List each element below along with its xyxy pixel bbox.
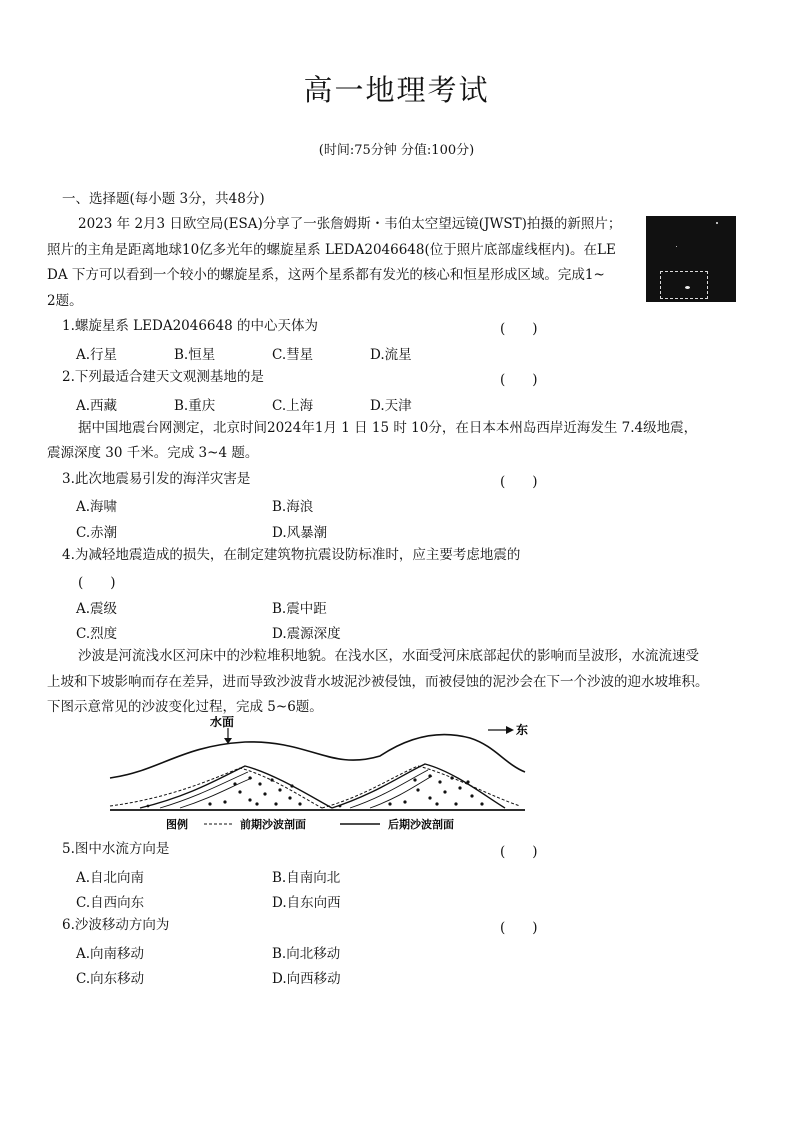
q2-option-c[interactable]: C.上海 bbox=[272, 398, 314, 414]
sand-wave-diagram bbox=[100, 716, 540, 836]
passage3-line1: 沙波是河流浅水区河床中的沙粒堆积地貌。在浅水区，水面受河床底部起伏的影响而呈波形，水流流速受 bbox=[78, 648, 699, 664]
galaxy-photo bbox=[646, 216, 736, 302]
q3-option-d[interactable]: D.风暴潮 bbox=[272, 525, 328, 541]
passage3-line2: 上坡和下坡影响而存在差异，进而导致沙波背水坡泥沙被侵蚀，而被侵蚀的泥沙会在下一个沙波的迎水坡堆积。 bbox=[47, 674, 709, 690]
strata-line bbox=[350, 770, 428, 808]
legend-earlier: 前期沙波剖面 bbox=[240, 818, 306, 831]
q3-option-c[interactable]: C.赤潮 bbox=[76, 525, 118, 541]
galaxy-dot bbox=[685, 286, 690, 289]
q2-option-b[interactable]: B.重庆 bbox=[174, 398, 216, 414]
passage2-line2: 震源深度 30 千米。完成 3~4 题。 bbox=[47, 445, 259, 461]
q1-option-a[interactable]: A.行星 bbox=[76, 347, 118, 363]
q5-option-a[interactable]: A.自北向南 bbox=[76, 870, 145, 886]
answer-blank-5[interactable]: ( ) bbox=[500, 844, 538, 860]
q4-option-b[interactable]: B.震中距 bbox=[272, 601, 327, 617]
exam-info: (时间:75分钟 分值:100分) bbox=[318, 143, 475, 158]
question-5: 5.图中水流方向是 bbox=[62, 841, 170, 857]
question-3: 3.此次地震易引发的海洋灾害是 bbox=[62, 471, 251, 487]
q6-option-b[interactable]: B.向北移动 bbox=[272, 946, 341, 962]
water-surface-line bbox=[110, 735, 525, 778]
strata-line bbox=[370, 776, 432, 808]
dashed-frame bbox=[660, 271, 708, 299]
star-dot bbox=[676, 246, 677, 247]
east-label: 东 bbox=[516, 723, 529, 737]
legend-later: 后期沙波剖面 bbox=[388, 818, 454, 831]
q2-option-a[interactable]: A.西藏 bbox=[76, 398, 118, 414]
passage3-line3: 下图示意常见的沙波变化过程，完成 5~6题。 bbox=[47, 699, 323, 715]
q6-option-c[interactable]: C.向东移动 bbox=[76, 971, 145, 987]
later-wave-2 bbox=[332, 764, 505, 808]
star-dot bbox=[716, 222, 718, 224]
q3-option-a[interactable]: A.海啸 bbox=[76, 499, 118, 515]
question-4: 4.为减轻地震造成的损失，在制定建筑物抗震设防标准时，应主要考虑地震的 bbox=[62, 547, 521, 563]
legend-label: 图例 bbox=[166, 818, 188, 831]
q6-option-d[interactable]: D.向西移动 bbox=[272, 971, 341, 987]
question-6: 6.沙波移动方向为 bbox=[62, 917, 170, 933]
water-label: 水面 bbox=[210, 716, 235, 729]
earlier-wave-1 bbox=[110, 768, 322, 808]
q4-option-a[interactable]: A.震级 bbox=[76, 601, 118, 617]
answer-blank-2[interactable]: ( ) bbox=[500, 372, 538, 388]
passage1-line3: DA 下方可以看到一个较小的螺旋星系，这两个星系都有发光的核心和恒星形成区域。完成1~ bbox=[47, 267, 605, 283]
section-heading: 一、选择题(每小题 3分，共48分) bbox=[62, 191, 265, 207]
question-1: 1.螺旋星系 LEDA2046648 的中心天体为 bbox=[62, 318, 318, 334]
q1-option-b[interactable]: B.恒星 bbox=[174, 347, 216, 363]
earlier-wave-2 bbox=[322, 766, 520, 808]
answer-blank-6[interactable]: ( ) bbox=[500, 920, 538, 936]
q1-option-c[interactable]: C.彗星 bbox=[272, 347, 314, 363]
q4-option-c[interactable]: C.烈度 bbox=[76, 626, 118, 642]
q5-option-b[interactable]: B.自南向北 bbox=[272, 870, 341, 886]
q5-option-c[interactable]: C.自西向东 bbox=[76, 895, 145, 911]
q5-option-d[interactable]: D.自东向西 bbox=[272, 895, 341, 911]
strata-line bbox=[160, 772, 248, 808]
east-arrow-head bbox=[506, 726, 514, 734]
passage1-line1: 2023 年 2月3 日欧空局(ESA)分享了一张詹姆斯・韦伯太空望远镜(JWST)拍摄的新照片； bbox=[78, 216, 622, 232]
q6-option-a[interactable]: A.向南移动 bbox=[76, 946, 145, 962]
q4-option-d[interactable]: D.震源深度 bbox=[272, 626, 341, 642]
q2-option-d[interactable]: D.天津 bbox=[370, 398, 412, 414]
answer-blank-4[interactable]: ( ) bbox=[78, 575, 116, 591]
q3-option-b[interactable]: B.海浪 bbox=[272, 499, 314, 515]
question-2: 2.下列最适合建天文观测基地的是 bbox=[62, 369, 264, 385]
later-wave-1 bbox=[140, 766, 332, 808]
passage1-line2: 照片的主角是距离地球10亿多光年的螺旋星系 LEDA2046648(位于照片底部虚线框内)。在LE bbox=[47, 242, 616, 258]
answer-blank-3[interactable]: ( ) bbox=[500, 474, 538, 490]
answer-blank-1[interactable]: ( ) bbox=[500, 321, 538, 337]
passage1-line4: 2题。 bbox=[47, 293, 83, 309]
page-title: 高一地理考试 bbox=[303, 73, 490, 107]
q1-option-d[interactable]: D.流星 bbox=[370, 347, 412, 363]
passage2-line1: 据中国地震台网测定，北京时间2024年1月 1 日 15 时 10分，在日本本州岛西岸近海发生 7.4级地震， bbox=[78, 420, 698, 436]
